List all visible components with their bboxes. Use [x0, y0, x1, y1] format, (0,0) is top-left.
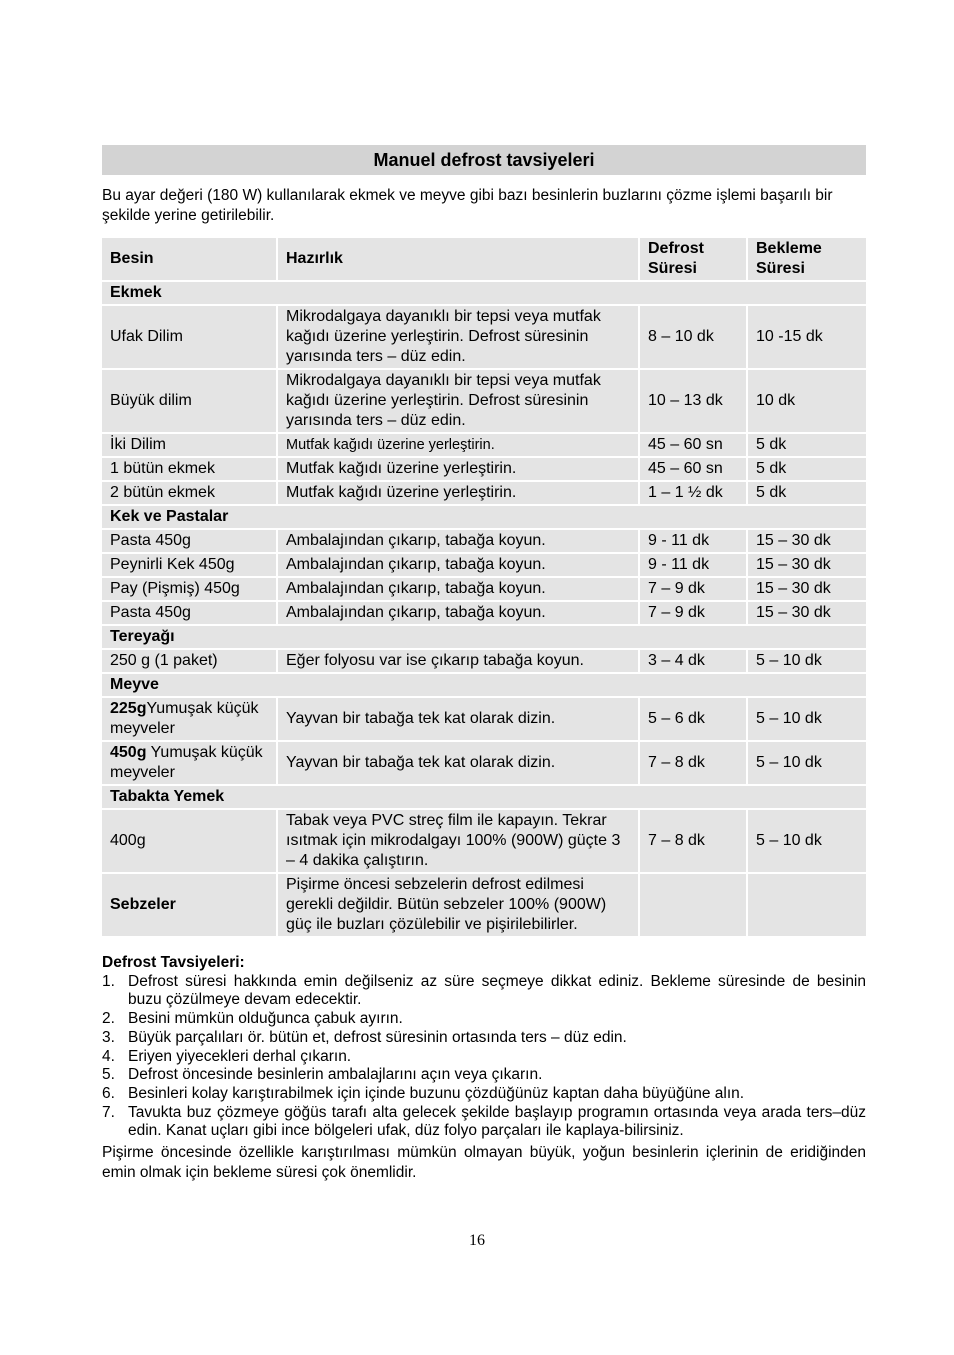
- table-row: [102, 434, 866, 456]
- table-row: [102, 650, 866, 672]
- section-title-bar: [102, 145, 866, 175]
- defrost-table-body: [102, 238, 866, 936]
- food-cell: [102, 698, 276, 740]
- defrost-time-cell: 10 – 13 dk: [638, 370, 746, 432]
- defrost-time-cell: 9 - 11 dk: [638, 530, 746, 552]
- tip-text: Besinleri kolay karıştırabilmek için içinde buzunu çözdüğünüz kaptan daha büyüğüne alın.: [128, 1084, 745, 1102]
- preparation-cell: Tabak veya PVC streç film ile kapayın. Tekrar ısıtmak için mikrodalgayı 100% (900W) güçte 3 – 4 dakika çalıştırın.: [276, 810, 638, 872]
- wait-time-cell: 5 dk: [746, 458, 866, 480]
- food-cell: [102, 554, 276, 576]
- food-name: Pay (Pişmiş) 450g: [110, 580, 240, 597]
- defrost-time-cell: 7 – 8 dk: [638, 810, 746, 872]
- defrost-time-cell: 8 – 10 dk: [638, 306, 746, 368]
- tip-text: Eriyen yiyecekleri derhal çıkarın.: [128, 1047, 352, 1065]
- section-row: [102, 786, 866, 808]
- tip-number: 6.: [102, 1084, 115, 1102]
- preparation-cell: Eğer folyosu var ise çıkarıp tabağa koyun.: [276, 650, 638, 672]
- preparation-cell: Ambalajından çıkarıp, tabağa koyun.: [276, 578, 638, 600]
- defrost-time-cell: 45 – 60 sn: [638, 458, 746, 480]
- defrost-time-cell: [638, 874, 746, 936]
- defrost-time-cell: 9 - 11 dk: [638, 554, 746, 576]
- preparation-cell: Yayvan bir tabağa tek kat olarak dizin.: [276, 698, 638, 740]
- header-preparation: Hazırlık: [276, 238, 638, 280]
- section-name: Tereyağı: [102, 626, 866, 648]
- preparation-cell: Pişirme öncesi sebzelerin defrost edilmesi gerekli değildir. Bütün sebzeler 100% (900W) güç ile buzları çözülebilir ve pişirilebilirler.: [276, 874, 638, 936]
- tip-text: Defrost süresi hakkında emin değilseniz az süre seçmeye dikkat ediniz. Bekleme süresinde de besinin buzu çözülmeye devam edecektir.: [128, 972, 866, 1009]
- preparation-cell: Mutfak kağıdı üzerine yerleştirin.: [276, 458, 638, 480]
- food-name: 1 bütün ekmek: [110, 460, 215, 477]
- defrost-time-cell: 1 – 1 ½ dk: [638, 482, 746, 504]
- defrost-time-cell: 7 – 9 dk: [638, 578, 746, 600]
- wait-time-cell: [746, 874, 866, 936]
- table-row: [102, 742, 866, 784]
- table-row: [102, 554, 866, 576]
- tip-item: [102, 973, 866, 1010]
- food-cell: [102, 578, 276, 600]
- food-weight: 225g: [110, 700, 147, 717]
- section-title: Manuel defrost tavsiyeleri: [373, 149, 595, 170]
- tip-text: Tavukta buz çözmeye göğüs tarafı alta gelecek şekilde başlayıp programın ortasında veya arada ters–düz edin. Kanat uçları gibi ince bölgeleri ufak, düz folyo parçaları ile kaplaya-bilirsiniz.: [128, 1103, 866, 1140]
- tip-item: [102, 1104, 866, 1141]
- table-row: [102, 602, 866, 624]
- food-cell: [102, 306, 276, 368]
- table-row: [102, 482, 866, 504]
- preparation-cell: Mutfak kağıdı üzerine yerleştirin.: [276, 482, 638, 504]
- tips-title: Defrost Tavsiyeleri:: [102, 954, 245, 971]
- food-cell: Sebzeler: [102, 874, 276, 936]
- tip-item: [102, 1066, 866, 1085]
- header-food: Besin: [102, 238, 276, 280]
- preparation-cell: Ambalajından çıkarıp, tabağa koyun.: [276, 530, 638, 552]
- defrost-time-cell: 5 – 6 dk: [638, 698, 746, 740]
- defrost-time-cell: 3 – 4 dk: [638, 650, 746, 672]
- preparation-cell: Mikrodalgaya dayanıklı bir tepsi veya mutfak kağıdı üzerine yerleştirin. Defrost süresinin yarısında ters – düz edin.: [276, 370, 638, 432]
- section-name: Meyve: [102, 674, 866, 696]
- tip-item: [102, 1029, 866, 1048]
- wait-time-cell: 5 dk: [746, 434, 866, 456]
- food-cell: [102, 434, 276, 456]
- defrost-time-cell: 7 – 8 dk: [638, 742, 746, 784]
- food-name: Pasta 450g: [110, 532, 191, 549]
- section-row: [102, 626, 866, 648]
- food-name: İki Dilim: [110, 436, 166, 453]
- tip-item: [102, 1010, 866, 1029]
- food-weight: 450g: [110, 744, 147, 761]
- intro-paragraph: Bu ayar değeri (180 W) kullanılarak ekmek ve meyve gibi bazı besinlerin buzlarını çözme işlemi başarılı bir şekilde yerine getirilebilir.: [102, 187, 833, 224]
- tip-number: 4.: [102, 1047, 115, 1065]
- table-row: [102, 370, 866, 432]
- tip-number: 7.: [102, 1103, 115, 1121]
- vegetables-row: [102, 874, 866, 936]
- wait-time-cell: 5 – 10 dk: [746, 650, 866, 672]
- table-row: [102, 578, 866, 600]
- tip-text: Büyük parçalıları ör. bütün et, defrost süresinin ortasında ters – düz edin.: [128, 1028, 627, 1046]
- table-row: [102, 810, 866, 872]
- closing-paragraph: Pişirme öncesinde özellikle karıştırılması mümkün olmayan büyük, yoğun besinlerin içlerinin de eridiğinden emin olmak için bekleme süresi çok önemlidir.: [102, 1144, 866, 1182]
- section-row: [102, 506, 866, 528]
- document-page: [102, 145, 866, 1183]
- food-name: 2 bütün ekmek: [110, 484, 215, 501]
- tips-list: [102, 973, 866, 1141]
- header-defrost-time: Defrost Süresi: [638, 238, 746, 280]
- wait-time-cell: 15 – 30 dk: [746, 530, 866, 552]
- preparation-cell: Yayvan bir tabağa tek kat olarak dizin.: [276, 742, 638, 784]
- wait-time-cell: 15 – 30 dk: [746, 578, 866, 600]
- food-cell: [102, 482, 276, 504]
- table-row: [102, 530, 866, 552]
- table-row: [102, 306, 866, 368]
- tip-number: 3.: [102, 1028, 115, 1046]
- defrost-table: [102, 236, 866, 938]
- preparation-cell: Ambalajından çıkarıp, tabağa koyun.: [276, 554, 638, 576]
- food-name: Ufak Dilim: [110, 328, 183, 345]
- tip-text: Besini mümkün olduğunca çabuk ayırın.: [128, 1010, 403, 1028]
- wait-time-cell: 5 – 10 dk: [746, 810, 866, 872]
- defrost-tips: [102, 954, 866, 1183]
- preparation-cell: Ambalajından çıkarıp, tabağa koyun.: [276, 602, 638, 624]
- wait-time-cell: 5 dk: [746, 482, 866, 504]
- food-name: Büyük dilim: [110, 392, 192, 409]
- food-name: 400g: [110, 832, 146, 849]
- page-number: 16: [469, 1232, 485, 1249]
- wait-time-cell: 15 – 30 dk: [746, 554, 866, 576]
- wait-time-cell: 5 – 10 dk: [746, 698, 866, 740]
- food-cell: [102, 530, 276, 552]
- section-name: Tabakta Yemek: [102, 786, 866, 808]
- table-row: [102, 698, 866, 740]
- food-name: Yumuşak küçük meyveler: [110, 744, 263, 781]
- food-cell: [102, 370, 276, 432]
- food-cell: [102, 650, 276, 672]
- wait-time-cell: 5 – 10 dk: [746, 742, 866, 784]
- food-cell: [102, 602, 276, 624]
- tip-item: [102, 1048, 866, 1067]
- wait-time-cell: 10 -15 dk: [746, 306, 866, 368]
- section-name: Ekmek: [102, 282, 866, 304]
- tip-number: 1.: [102, 972, 115, 990]
- table-header-row: [102, 238, 866, 280]
- preparation-cell: Mikrodalgaya dayanıklı bir tepsi veya mutfak kağıdı üzerine yerleştirin. Defrost süresinin yarısında ters – düz edin.: [276, 306, 638, 368]
- wait-time-cell: 10 dk: [746, 370, 866, 432]
- header-wait-time: Bekleme Süresi: [746, 238, 866, 280]
- tip-text: Defrost öncesinde besinlerin ambalajlarını açın veya çıkarın.: [128, 1066, 543, 1084]
- food-cell: [102, 810, 276, 872]
- section-row: [102, 282, 866, 304]
- tip-item: [102, 1085, 866, 1104]
- defrost-time-cell: 45 – 60 sn: [638, 434, 746, 456]
- section-row: [102, 674, 866, 696]
- food-cell: [102, 458, 276, 480]
- tip-number: 5.: [102, 1066, 115, 1084]
- food-name: Peynirli Kek 450g: [110, 556, 235, 573]
- table-row: [102, 458, 866, 480]
- wait-time-cell: 15 – 30 dk: [746, 602, 866, 624]
- food-name: Yumuşak küçük meyveler: [110, 700, 259, 737]
- section-name: Kek ve Pastalar: [102, 506, 866, 528]
- food-cell: [102, 742, 276, 784]
- preparation-cell: Mutfak kağıdı üzerine yerleştirin.: [276, 434, 638, 456]
- tip-number: 2.: [102, 1010, 115, 1028]
- food-name: 250 g (1 paket): [110, 652, 218, 669]
- defrost-time-cell: 7 – 9 dk: [638, 602, 746, 624]
- food-name: Pasta 450g: [110, 604, 191, 621]
